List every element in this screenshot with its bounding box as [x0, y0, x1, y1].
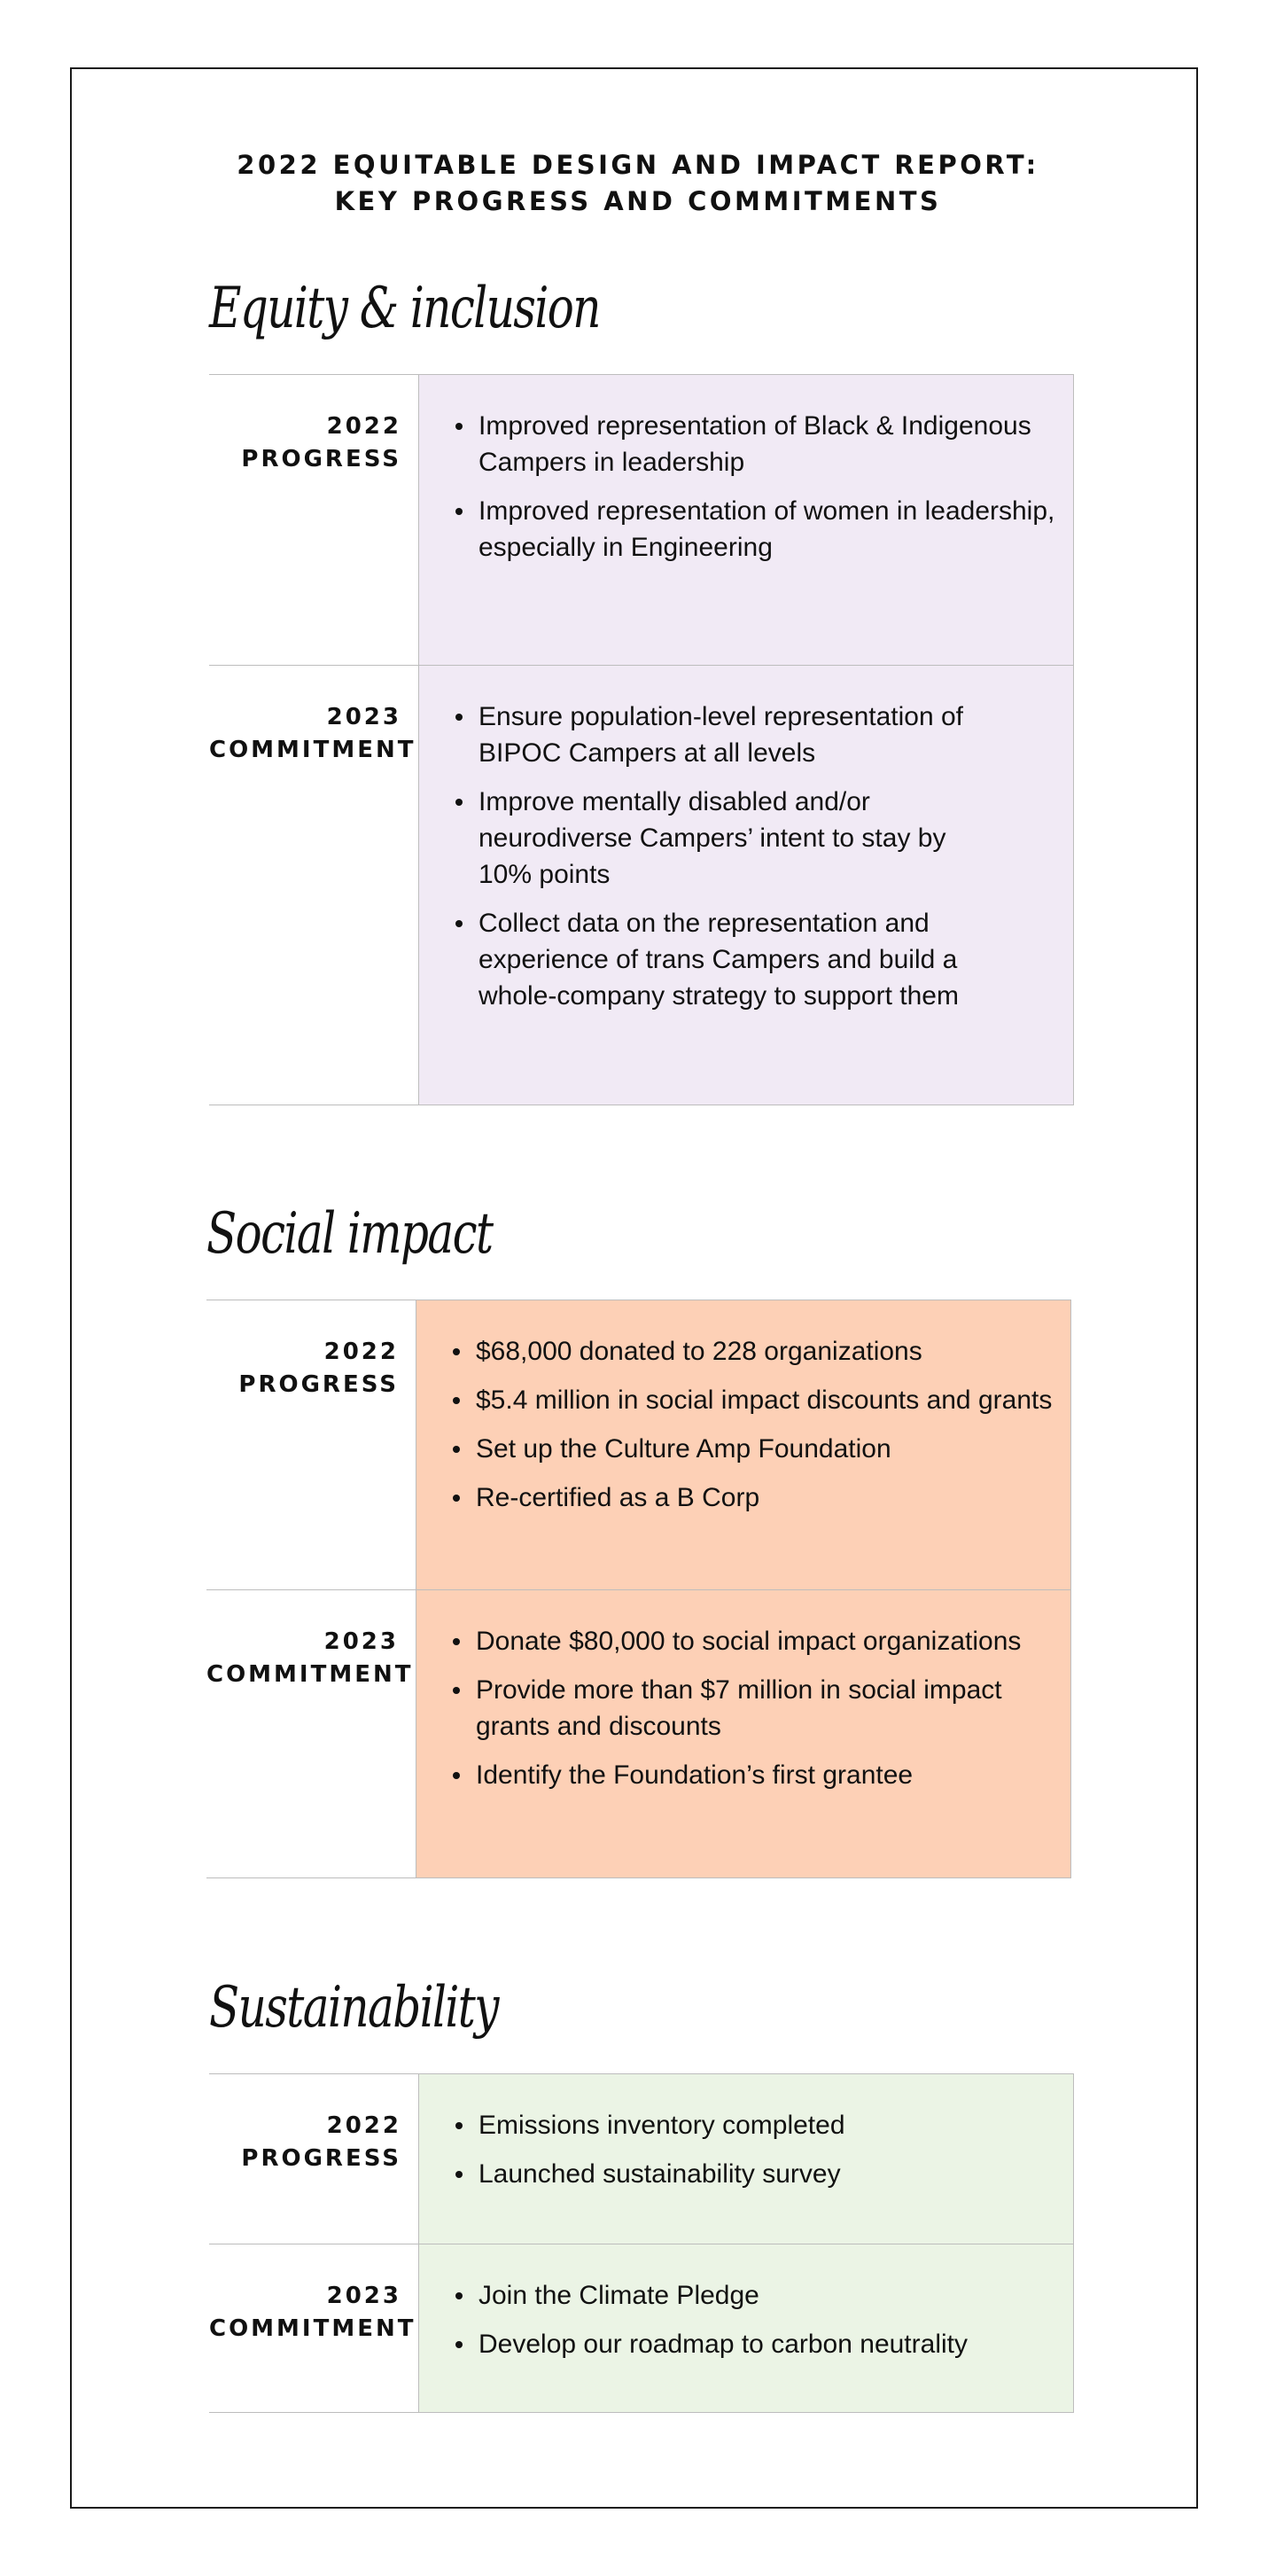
list-item: Improve mentally disabled and/or neurodiverse Campers’ intent to stay by 10% points	[452, 784, 976, 893]
list-item: Set up the Culture Amp Foundation	[449, 1431, 1053, 1467]
list-item: Identify the Foundation’s first grantee	[449, 1757, 1053, 1793]
list-item: Improved representation of Black & Indigenous Campers in leadership	[452, 408, 1055, 480]
list-item: Re-certified as a B Corp	[449, 1479, 1053, 1516]
report-title-line-2: KEY PROGRESS AND COMMITMENTS	[334, 186, 942, 216]
list-item: Emissions inventory completed	[452, 2107, 1055, 2143]
social-progress-row	[206, 1300, 1070, 1590]
equity-commitment-title: COMMITMENT	[209, 737, 416, 763]
social-commitment-year: 2023	[323, 1628, 399, 1655]
sustainability-commitment-list	[418, 2244, 1073, 2412]
sustainability-progress-label	[209, 2074, 418, 2244]
sustainability-commitment-title: COMMITMENT	[209, 2315, 416, 2342]
social-commitment-title: COMMITMENT	[206, 1661, 414, 1688]
list-item: Improved representation of women in leadership, especially in Engineering	[452, 493, 1055, 566]
equity-commitment-row	[209, 666, 1073, 1105]
social-table	[206, 1300, 1071, 1878]
sustainability-progress-title: PROGRESS	[241, 2145, 401, 2172]
social-commitment-row	[206, 1590, 1070, 1878]
section-heading-social: Social impact	[206, 1201, 493, 1267]
section-heading-equity: Equity & inclusion	[209, 276, 600, 341]
list-item: Donate $80,000 to social impact organizations	[449, 1623, 1053, 1659]
list-item: Join the Climate Pledge	[452, 2277, 1055, 2314]
list-item: Collect data on the representation and experience of trans Campers and build a whole-company strategy to support them	[452, 905, 976, 1014]
equity-commitment-year: 2023	[326, 704, 401, 730]
equity-progress-label	[209, 375, 418, 665]
section-heading-sustainability: Sustainability	[209, 1975, 498, 2041]
social-progress-title: PROGRESS	[238, 1371, 399, 1398]
social-progress-label	[206, 1300, 416, 1589]
social-progress-year: 2022	[323, 1339, 399, 1365]
social-commitment-list	[416, 1590, 1070, 1877]
sustainability-commitment-label	[209, 2244, 418, 2412]
social-commitment-label	[206, 1590, 416, 1877]
report-title-line-1: 2022 EQUITABLE DESIGN AND IMPACT REPORT:	[237, 150, 1039, 180]
report-title	[0, 147, 1276, 220]
equity-table	[209, 374, 1074, 1105]
sustainability-commitment-year: 2023	[326, 2283, 401, 2309]
sustainability-commitment-row	[209, 2244, 1073, 2413]
sustainability-progress-row	[209, 2074, 1073, 2244]
list-item: Ensure population-level representation of BIPOC Campers at all levels	[452, 699, 976, 771]
social-progress-list	[416, 1300, 1070, 1589]
equity-progress-list	[418, 375, 1073, 665]
list-item: $5.4 million in social impact discounts and grants	[449, 1382, 1053, 1418]
equity-commitment-label	[209, 666, 418, 1105]
list-item: $68,000 donated to 228 organizations	[449, 1333, 1053, 1370]
list-item: Launched sustainability survey	[452, 2156, 1055, 2192]
equity-commitment-list	[418, 666, 1073, 1105]
sustainability-table	[209, 2073, 1074, 2413]
equity-progress-title: PROGRESS	[241, 446, 401, 472]
sustainability-progress-year: 2022	[326, 2112, 401, 2139]
sustainability-progress-list	[418, 2074, 1073, 2244]
list-item: Provide more than $7 million in social impact grants and discounts	[449, 1672, 1053, 1745]
equity-progress-row	[209, 375, 1073, 666]
list-item: Develop our roadmap to carbon neutrality	[452, 2326, 1055, 2362]
equity-progress-year: 2022	[326, 413, 401, 440]
